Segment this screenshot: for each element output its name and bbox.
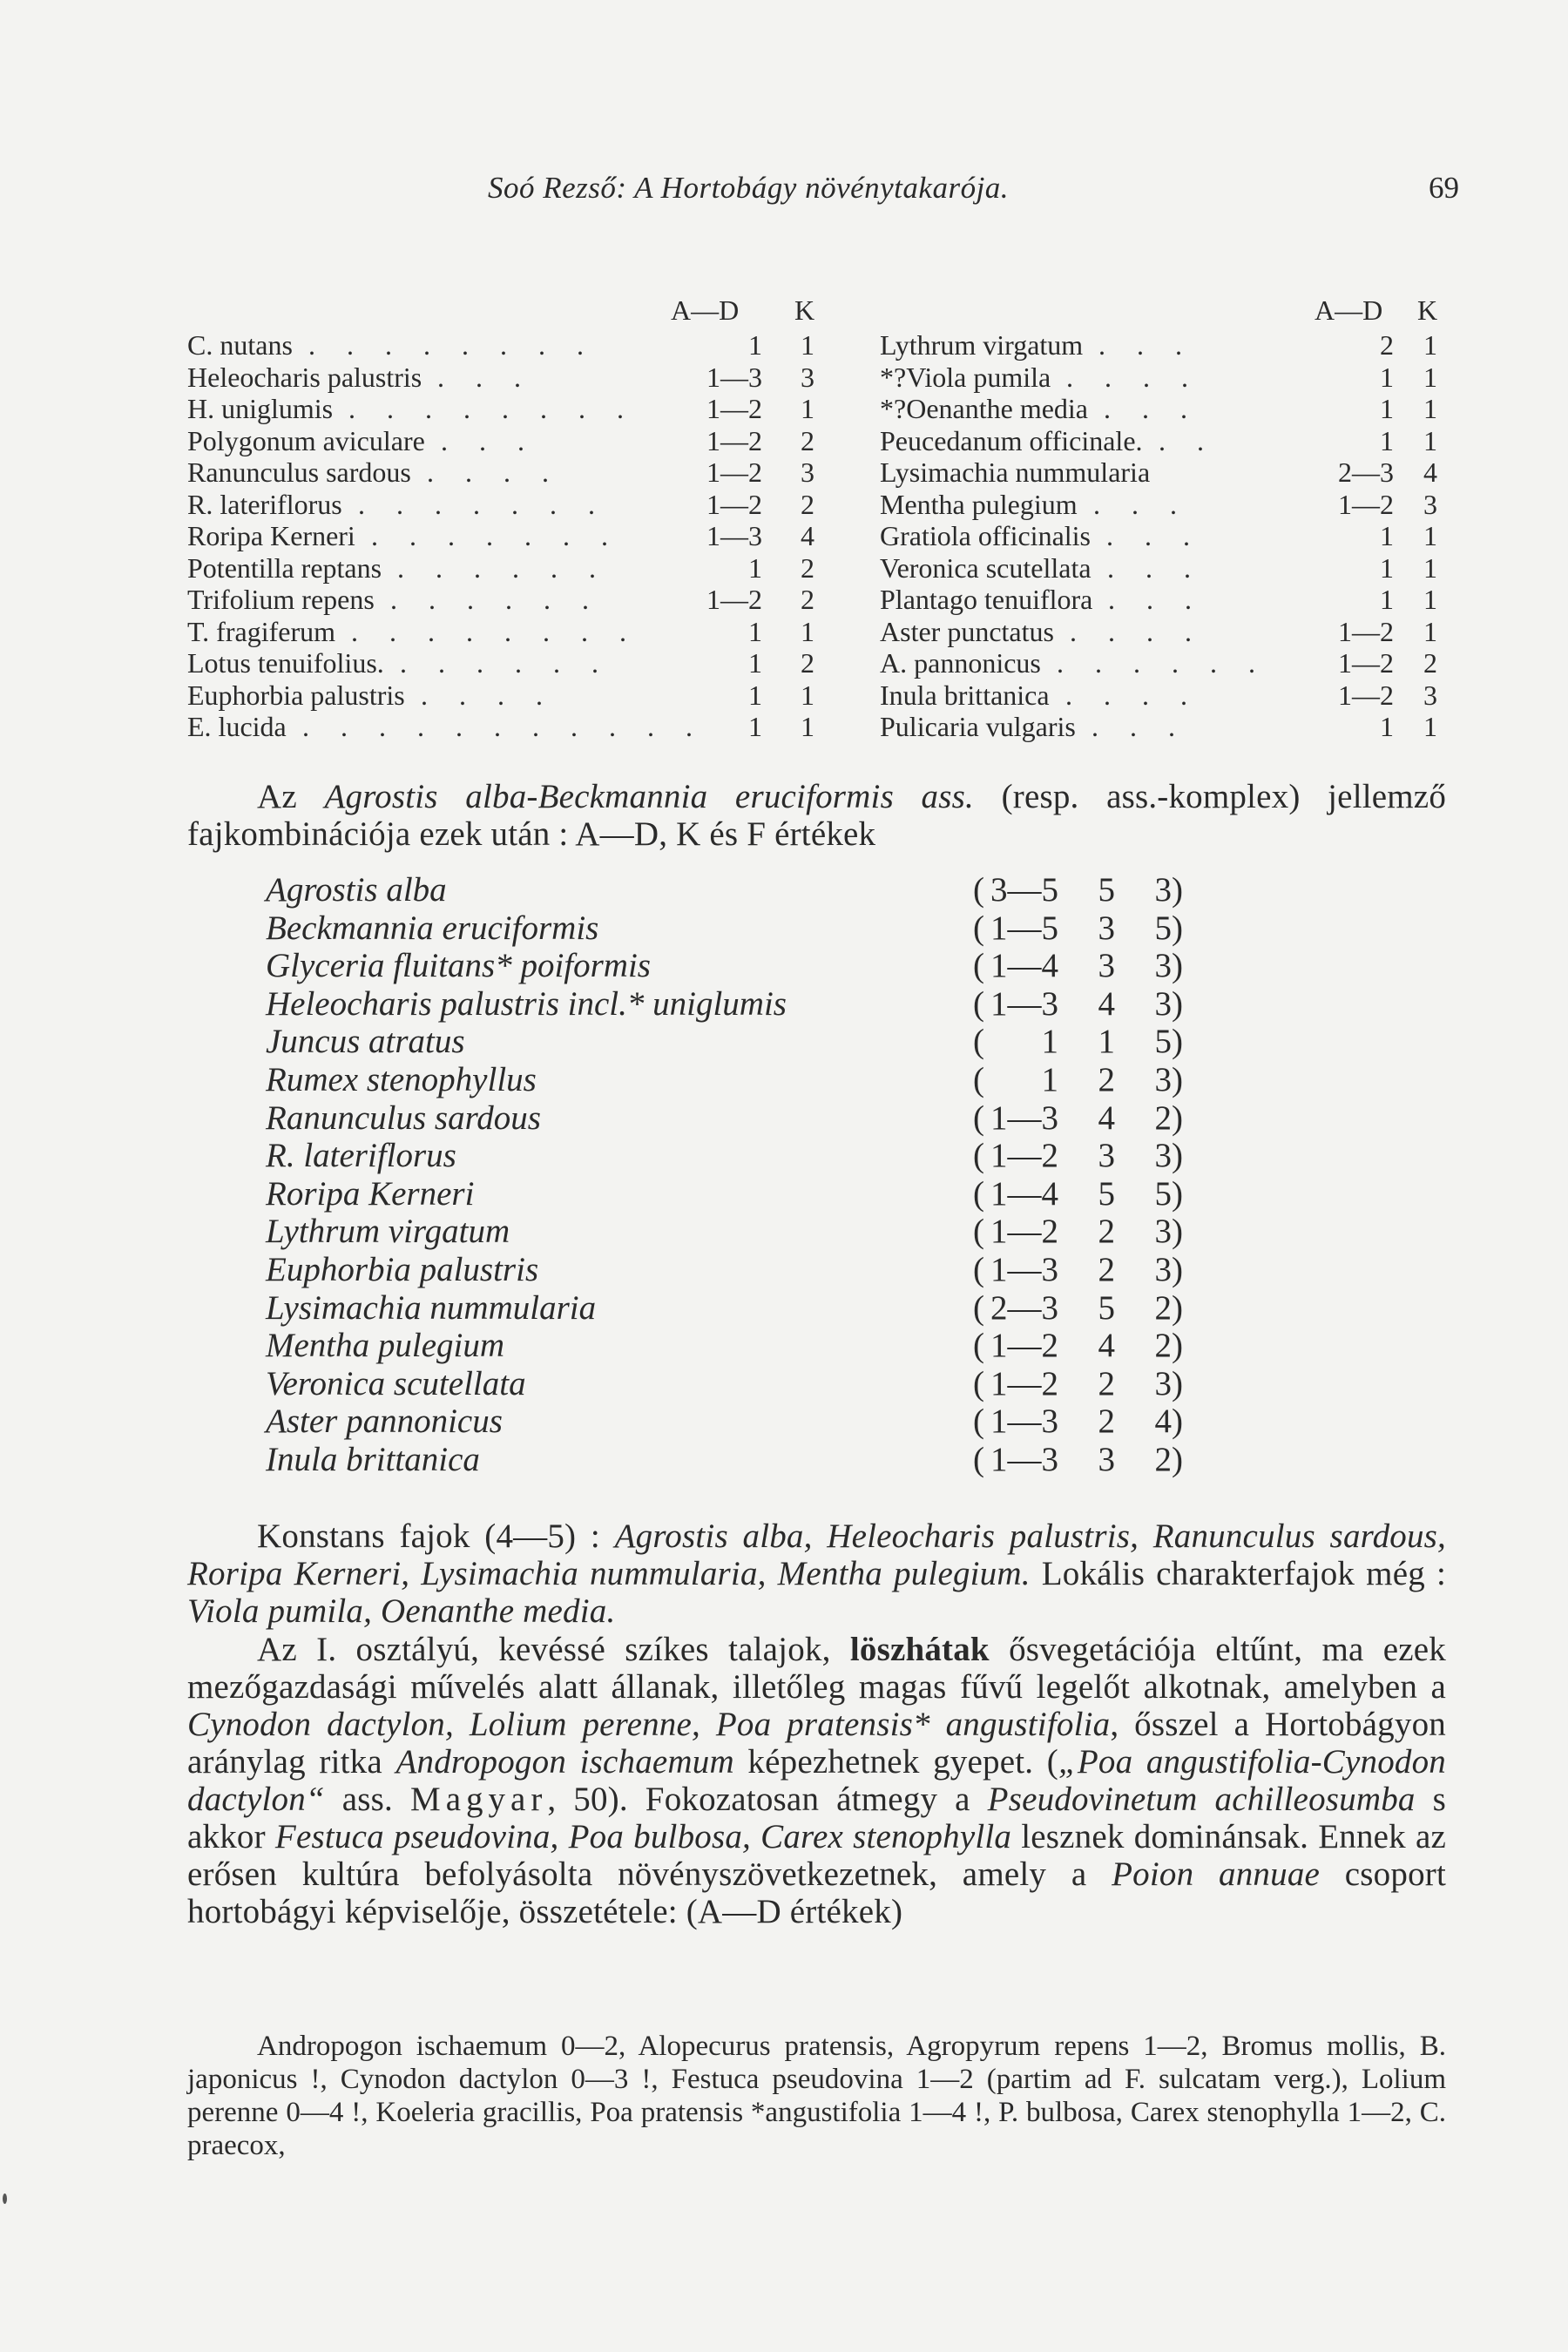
table-row bbox=[880, 362, 1450, 394]
table-row bbox=[880, 520, 1450, 552]
f-value: 2 bbox=[1154, 1288, 1172, 1327]
k-value: 1 bbox=[801, 679, 814, 711]
ad-value: 1 bbox=[748, 711, 762, 742]
species-name: Trifolium repens bbox=[187, 584, 375, 615]
table-row bbox=[880, 552, 1450, 585]
k-value: 4 bbox=[801, 520, 814, 551]
leader-dots: . . . bbox=[437, 361, 533, 393]
close-paren: ) bbox=[1172, 1327, 1183, 1365]
k-value: 1 bbox=[1423, 361, 1437, 393]
ad-value: 1—2 bbox=[1338, 647, 1394, 679]
leader-dots: . . . . bbox=[427, 456, 561, 488]
species-table-left-column bbox=[187, 294, 832, 743]
values-group bbox=[973, 909, 1183, 947]
values-group bbox=[973, 1402, 1183, 1440]
f-value: 3 bbox=[1154, 871, 1172, 909]
k-value: 3 bbox=[1098, 947, 1115, 985]
close-paren: ) bbox=[1172, 984, 1183, 1023]
species-name: Lythrum virgatum bbox=[266, 1213, 510, 1251]
k-value: 2 bbox=[1098, 1364, 1115, 1402]
open-paren: ( bbox=[973, 1174, 984, 1213]
species-name: *?Viola pumila bbox=[880, 361, 1051, 393]
species-name: Pulicaria vulgaris bbox=[880, 711, 1076, 742]
column-header-ad: A—D bbox=[1315, 294, 1383, 326]
leader-dots: . . . . . . bbox=[400, 647, 611, 679]
table-row bbox=[187, 393, 832, 425]
species-name: Agrostis alba bbox=[266, 871, 447, 909]
k-value: 3 bbox=[1098, 1440, 1115, 1478]
species-name: Peucedanum officinale. bbox=[880, 424, 1143, 456]
species-name: Aster pannonicus bbox=[266, 1402, 503, 1441]
close-paren: ) bbox=[1172, 1288, 1183, 1327]
ad-value: 1—5 bbox=[990, 909, 1058, 947]
species-name: Roripa Kerneri bbox=[187, 520, 355, 551]
ad-value: 1 bbox=[748, 679, 762, 711]
ad-value: 1—2 bbox=[1338, 679, 1394, 711]
ad-value: 1—2 bbox=[1338, 488, 1394, 520]
species-name: H. uniglumis bbox=[187, 393, 334, 424]
combination-row bbox=[266, 871, 1311, 909]
species-name: T. fragiferum bbox=[187, 615, 335, 647]
open-paren: ( bbox=[973, 1440, 984, 1478]
k-value: 2 bbox=[801, 647, 814, 679]
species-table-right-column bbox=[880, 294, 1450, 743]
table-row bbox=[187, 362, 832, 394]
table-row bbox=[187, 520, 832, 552]
species-name: Inula brittanica bbox=[266, 1440, 480, 1478]
table-row bbox=[187, 329, 832, 362]
values-group bbox=[973, 1137, 1183, 1174]
k-value: 3 bbox=[801, 456, 814, 488]
k-value: 4 bbox=[1098, 1098, 1115, 1137]
table-row bbox=[880, 393, 1450, 425]
leader-dots: . . . . . . . bbox=[358, 488, 607, 520]
close-paren: ) bbox=[1172, 1250, 1183, 1288]
ad-value: 1—3 bbox=[706, 520, 762, 551]
ad-value: 2—3 bbox=[1338, 456, 1394, 488]
k-value: 3 bbox=[1098, 909, 1115, 947]
k-value: 1 bbox=[1423, 329, 1437, 361]
species-name: Beckmannia eruciformis bbox=[266, 909, 599, 947]
k-value: 2 bbox=[801, 551, 814, 584]
ad-value: 1—2 bbox=[706, 393, 762, 424]
close-paren: ) bbox=[1172, 871, 1183, 909]
table-row bbox=[187, 489, 832, 521]
combination-row bbox=[266, 1327, 1311, 1365]
leader-dots: . . . . bbox=[1065, 679, 1200, 711]
ad-value: 1—2 bbox=[706, 488, 762, 520]
f-value: 3 bbox=[1154, 1060, 1172, 1098]
ad-value: 1—2 bbox=[706, 456, 762, 488]
combination-row bbox=[266, 1023, 1311, 1061]
species-name: Aster punctatus bbox=[880, 615, 1054, 647]
close-paren: ) bbox=[1172, 1364, 1183, 1402]
ad-value: 1—3 bbox=[990, 1440, 1058, 1478]
k-value: 1 bbox=[1423, 711, 1437, 742]
species-name: Polygonum aviculare bbox=[187, 424, 425, 456]
leader-dots: . . . . . . . . bbox=[351, 615, 639, 647]
combination-row bbox=[266, 909, 1311, 948]
k-value: 2 bbox=[1098, 1213, 1115, 1251]
ad-value: 1—2 bbox=[706, 584, 762, 615]
close-paren: ) bbox=[1172, 1174, 1183, 1213]
table-row bbox=[880, 425, 1450, 457]
ad-value: 1 bbox=[1041, 1060, 1058, 1098]
open-paren: ( bbox=[973, 1288, 984, 1327]
ad-value: 1—2 bbox=[990, 1213, 1058, 1251]
f-value: 3 bbox=[1154, 1213, 1172, 1251]
f-value: 5 bbox=[1154, 909, 1172, 947]
species-name: Lotus tenuifolius. bbox=[187, 647, 384, 679]
species-name: Lysimachia nummularia bbox=[266, 1288, 597, 1327]
k-value: 1 bbox=[1423, 551, 1437, 584]
leader-dots: . . . . . . bbox=[390, 584, 601, 615]
species-name: Lysimachia nummularia bbox=[880, 456, 1151, 488]
species-name: Plantago tenuiflora bbox=[880, 584, 1093, 615]
combination-row bbox=[266, 1213, 1311, 1251]
species-name: Heleocharis palustris bbox=[187, 361, 422, 393]
ad-value: 1 bbox=[1380, 393, 1394, 424]
k-value: 5 bbox=[1098, 1174, 1115, 1213]
species-name: C. nutans bbox=[187, 329, 293, 361]
ad-value: 1 bbox=[1380, 551, 1394, 584]
table-row bbox=[880, 616, 1450, 648]
table-row bbox=[880, 489, 1450, 521]
ink-speck bbox=[3, 2193, 7, 2204]
f-value: 3 bbox=[1154, 1364, 1172, 1402]
k-value: 1 bbox=[801, 615, 814, 647]
f-value: 4 bbox=[1154, 1402, 1172, 1441]
ad-value: 1—2 bbox=[1338, 615, 1394, 647]
species-name: Inula brittanica bbox=[880, 679, 1050, 711]
species-name: Heleocharis palustris incl.* uniglumis bbox=[266, 984, 787, 1023]
k-value: 1 bbox=[1423, 520, 1437, 551]
close-paren: ) bbox=[1172, 1137, 1183, 1175]
ad-value: 1—2 bbox=[990, 1364, 1058, 1402]
table-row bbox=[880, 711, 1450, 743]
page-number: 69 bbox=[1429, 171, 1459, 205]
species-name: Veronica scutellata bbox=[266, 1364, 526, 1402]
ad-value: 1 bbox=[1380, 424, 1394, 456]
loesz-paragraph: Az I. osztályú, kevéssé szíkes talajok, löszhátak ősvegetációja eltűnt, ma ezek mezőgazdasági művelés alatt állanak, illetőleg magas fűvű legelőt alkotnak, amelyben a Cynodon dactylon, Lolium perenne, Poa pratensis* angustifolia, ősszel a Hortobágyon aránylag ritka Andropogon ischaemum képezhetnek gyepet. („Poa angustifolia-Cynodon dactylon“ ass. Magyar, 50). Fokozatosan átmegy a Pseudovinetum achilleosumba s akkor Festuca pseudovina, Poa bulbosa, Carex stenophylla lesznek dominánsak. Ennek az erősen kultúra befolyásolta növényszövetkezetnek, amely a Poion annuae csoport hortobágyi képviselője, összetétele: (A—D értékek) bbox=[187, 1631, 1447, 1930]
species-name: A. pannonicus bbox=[880, 647, 1041, 679]
k-value: 2 bbox=[801, 488, 814, 520]
k-value: 3 bbox=[1098, 1137, 1115, 1175]
values-group bbox=[973, 1251, 1183, 1288]
ad-value: 1 bbox=[1380, 520, 1394, 551]
ad-value: 1—3 bbox=[990, 984, 1058, 1023]
combination-row bbox=[266, 1251, 1311, 1289]
species-name: Roripa Kerneri bbox=[266, 1174, 475, 1213]
k-value: 1 bbox=[1423, 393, 1437, 424]
k-value: 1 bbox=[1423, 584, 1437, 615]
ad-value: 1—4 bbox=[990, 947, 1058, 985]
leader-dots: . . . bbox=[1106, 520, 1202, 551]
species-name: Lythrum virgatum bbox=[880, 329, 1084, 361]
open-paren: ( bbox=[973, 984, 984, 1023]
table-row bbox=[880, 456, 1450, 489]
bold-term: löszhátak bbox=[849, 1631, 990, 1668]
open-paren: ( bbox=[973, 1327, 984, 1365]
leader-dots: . . . . . . . . bbox=[308, 329, 596, 361]
ad-value: 1 bbox=[748, 329, 762, 361]
k-value: 2 bbox=[801, 584, 814, 615]
leader-dots: . . . . . . bbox=[397, 551, 608, 584]
konstans-paragraph: Konstans fajok (4—5) : Agrostis alba, Heleocharis palustris, Ranunculus sardous, Roripa Kerneri, Lysimachia nummularia, Mentha pulegium. Lokális charakterfajok még : Viola pumila, Oenanthe media. bbox=[187, 1517, 1446, 1630]
open-paren: ( bbox=[973, 871, 984, 909]
ad-value: 1 bbox=[748, 647, 762, 679]
leader-dots: . . . bbox=[1092, 711, 1187, 742]
close-paren: ) bbox=[1172, 1440, 1183, 1478]
open-paren: ( bbox=[973, 909, 984, 947]
close-paren: ) bbox=[1172, 1213, 1183, 1251]
combination-row bbox=[266, 985, 1311, 1024]
open-paren: ( bbox=[973, 947, 984, 985]
values-group bbox=[973, 1061, 1183, 1098]
species-name: Ranunculus sardous bbox=[266, 1098, 541, 1137]
f-value: 5 bbox=[1154, 1023, 1172, 1061]
leader-dots: . . . . bbox=[421, 679, 555, 711]
species-name: R. lateriflorus bbox=[266, 1137, 456, 1175]
close-paren: ) bbox=[1172, 947, 1183, 985]
species-name: Mentha pulegium bbox=[880, 488, 1078, 520]
k-value: 2 bbox=[1098, 1402, 1115, 1441]
leader-dots: . . . bbox=[1104, 393, 1200, 424]
values-group bbox=[973, 1365, 1183, 1402]
leader-dots: . . . bbox=[1093, 488, 1189, 520]
ad-value: 1 bbox=[1380, 584, 1394, 615]
species-name: Euphorbia palustris bbox=[266, 1250, 539, 1288]
k-value: 1 bbox=[801, 711, 814, 742]
combination-row bbox=[266, 1365, 1311, 1403]
close-paren: ) bbox=[1172, 1402, 1183, 1441]
combination-row bbox=[266, 1289, 1311, 1328]
table-row bbox=[187, 647, 832, 679]
ad-value: 1 bbox=[748, 615, 762, 647]
values-group bbox=[973, 947, 1183, 984]
values-group bbox=[973, 985, 1183, 1023]
table-row bbox=[187, 552, 832, 585]
leader-dots: . . bbox=[1159, 424, 1216, 456]
running-title: Soó Rezső: A Hortobágy növénytakarója. bbox=[488, 171, 1010, 205]
k-value: 1 bbox=[1423, 615, 1437, 647]
k-value: 2 bbox=[801, 424, 814, 456]
combination-row bbox=[266, 1175, 1311, 1213]
table-row bbox=[187, 425, 832, 457]
ad-value: 1—2 bbox=[990, 1327, 1058, 1365]
column-header bbox=[187, 294, 832, 329]
k-value: 4 bbox=[1423, 456, 1437, 488]
ad-value: 1—2 bbox=[706, 424, 762, 456]
species-name: *?Oenanthe media bbox=[880, 393, 1088, 424]
leader-dots: . . . bbox=[1107, 551, 1203, 584]
leader-dots: . . . . . . . bbox=[371, 520, 620, 551]
f-value: 3 bbox=[1154, 984, 1172, 1023]
open-paren: ( bbox=[973, 1098, 984, 1137]
column-header bbox=[880, 294, 1450, 329]
values-group bbox=[973, 1099, 1183, 1137]
close-paren: ) bbox=[1172, 909, 1183, 947]
leader-dots: . . . . . . . . . . . bbox=[302, 711, 705, 742]
leader-dots: . . . . bbox=[1066, 361, 1200, 393]
f-value: 3 bbox=[1154, 1137, 1172, 1175]
f-value: 3 bbox=[1154, 947, 1172, 985]
values-group bbox=[973, 1289, 1183, 1327]
k-value: 3 bbox=[1423, 679, 1437, 711]
close-paren: ) bbox=[1172, 1060, 1183, 1098]
table-row bbox=[880, 647, 1450, 679]
f-value: 5 bbox=[1154, 1174, 1172, 1213]
species-name: E. lucida bbox=[187, 711, 287, 742]
ad-value: 1 bbox=[1380, 361, 1394, 393]
leader-dots: . . . . bbox=[1070, 615, 1204, 647]
combination-row bbox=[266, 947, 1311, 985]
close-paren: ) bbox=[1172, 1098, 1183, 1137]
k-value: 1 bbox=[801, 329, 814, 361]
f-value: 2 bbox=[1154, 1327, 1172, 1365]
ad-value: 1 bbox=[1380, 711, 1394, 742]
author-name: Magyar bbox=[410, 1781, 548, 1818]
k-value: 2 bbox=[1423, 647, 1437, 679]
table-row bbox=[187, 679, 832, 712]
intro-paragraph: Az Agrostis alba-Beckmannia eruciformis ass. (resp. ass.-komplex) jellemző fajkombinációja ezek után : A—D, K és F értékek bbox=[187, 778, 1447, 853]
open-paren: ( bbox=[973, 1137, 984, 1175]
leader-dots: . . . bbox=[441, 424, 537, 456]
k-value: 3 bbox=[1423, 488, 1437, 520]
species-name: Potentilla reptans bbox=[187, 551, 382, 584]
combination-table bbox=[266, 871, 1311, 1479]
open-paren: ( bbox=[973, 1023, 984, 1061]
species-name: Veronica scutellata bbox=[880, 551, 1092, 584]
column-header-ad: A—D bbox=[671, 294, 740, 326]
combination-row bbox=[266, 1099, 1311, 1138]
ad-value: 1—3 bbox=[990, 1250, 1058, 1288]
k-value: 1 bbox=[1098, 1023, 1115, 1061]
ad-value: 3—5 bbox=[990, 871, 1058, 909]
k-value: 5 bbox=[1098, 1288, 1115, 1327]
k-value: 4 bbox=[1098, 984, 1115, 1023]
leader-dots: . . . bbox=[1098, 329, 1194, 361]
table-row bbox=[880, 679, 1450, 712]
k-value: 1 bbox=[801, 393, 814, 424]
species-name: Euphorbia palustris bbox=[187, 679, 405, 711]
ad-value: 1 bbox=[748, 551, 762, 584]
f-value: 2 bbox=[1154, 1098, 1172, 1137]
values-group bbox=[973, 871, 1183, 909]
open-paren: ( bbox=[973, 1213, 984, 1251]
leader-dots: . . . bbox=[1108, 584, 1204, 615]
species-name: R. lateriflorus bbox=[187, 488, 342, 520]
close-paren: ) bbox=[1172, 1023, 1183, 1061]
combination-row bbox=[266, 1441, 1311, 1479]
table-row bbox=[187, 584, 832, 616]
f-value: 2 bbox=[1154, 1440, 1172, 1478]
k-value: 4 bbox=[1098, 1327, 1115, 1365]
table-row bbox=[187, 616, 832, 648]
ad-value: 2 bbox=[1380, 329, 1394, 361]
combination-row bbox=[266, 1061, 1311, 1099]
ad-value: 1—3 bbox=[990, 1098, 1058, 1137]
leader-dots: . . . . . . bbox=[1057, 647, 1267, 679]
k-value: 5 bbox=[1098, 871, 1115, 909]
open-paren: ( bbox=[973, 1364, 984, 1402]
species-name: Rumex stenophyllus bbox=[266, 1060, 537, 1098]
column-header-k: K bbox=[1417, 294, 1438, 326]
combination-row bbox=[266, 1137, 1311, 1175]
table-row bbox=[880, 584, 1450, 616]
ad-value: 2—3 bbox=[990, 1288, 1058, 1327]
values-group bbox=[973, 1327, 1183, 1364]
f-value: 3 bbox=[1154, 1250, 1172, 1288]
leader-dots: . . . . . . . . bbox=[348, 393, 636, 424]
k-value: 2 bbox=[1098, 1250, 1115, 1288]
open-paren: ( bbox=[973, 1060, 984, 1098]
table-row bbox=[187, 456, 832, 489]
ad-value: 1—4 bbox=[990, 1174, 1058, 1213]
ad-value: 1 bbox=[1041, 1023, 1058, 1061]
association-name: Agrostis alba-Beckmannia eruciformis ass. bbox=[324, 778, 974, 815]
open-paren: ( bbox=[973, 1250, 984, 1288]
species-name: Glyceria fluitans* poiformis bbox=[266, 947, 651, 985]
combination-row bbox=[266, 1402, 1311, 1441]
table-row bbox=[187, 711, 832, 743]
values-group bbox=[973, 1023, 1183, 1060]
values-group bbox=[973, 1213, 1183, 1250]
ad-value: 1—3 bbox=[706, 361, 762, 393]
values-group bbox=[973, 1175, 1183, 1213]
column-header-k: K bbox=[794, 294, 815, 326]
table-row bbox=[880, 329, 1450, 362]
ad-value: 1—3 bbox=[990, 1402, 1058, 1441]
open-paren: ( bbox=[973, 1402, 984, 1441]
k-value: 3 bbox=[801, 361, 814, 393]
k-value: 1 bbox=[1423, 424, 1437, 456]
species-name: Ranunculus sardous bbox=[187, 456, 411, 488]
ad-value: 1—2 bbox=[990, 1137, 1058, 1175]
species-name: Gratiola officinalis bbox=[880, 520, 1091, 551]
species-name: Mentha pulegium bbox=[266, 1327, 505, 1365]
k-value: 2 bbox=[1098, 1060, 1115, 1098]
species-list-small-print: Andropogon ischaemum 0—2, Alopecurus pratensis, Agropyrum repens 1—2, Bromus mollis, B. japonicus !, Cynodon dactylon 0—3 !, Festuca pseudovina 1—2 (partim ad F. sulcatam verg.), Lolium perenne 0—4 !, Koeleria gracillis, Poa pratensis *angustifolia 1—4 !, P. bulbosa, Carex stenophylla 1—2, C. praecox, bbox=[187, 2031, 1446, 2161]
species-name: Juncus atratus bbox=[266, 1023, 465, 1061]
values-group bbox=[973, 1441, 1183, 1478]
